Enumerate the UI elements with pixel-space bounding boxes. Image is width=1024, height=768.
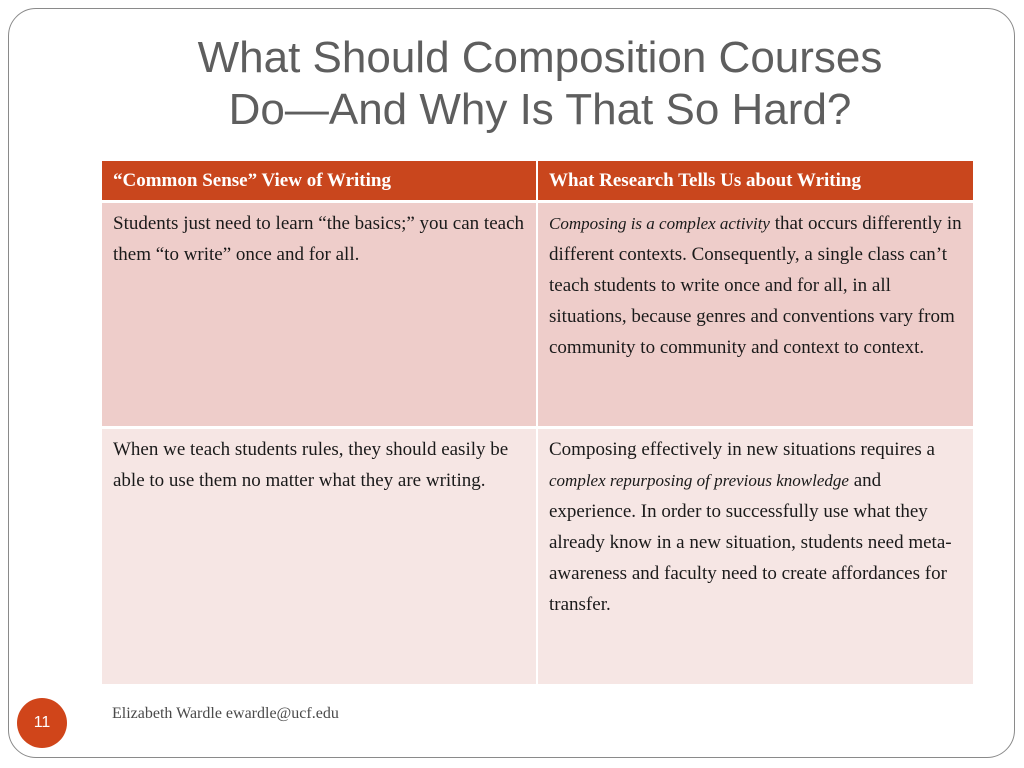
table-header-row [102, 161, 973, 202]
row1-research-cell [537, 202, 973, 428]
slide-footer: Elizabeth Wardle ewardle@ucf.edu [112, 705, 339, 722]
row2-research-text-start: Composing effectively in new situations requires a [549, 439, 935, 460]
row1-research-italic: Composing is a complex activity [549, 214, 770, 233]
header-common-sense: “Common Sense” View of Writing [102, 161, 537, 202]
slide-number-badge: 11 [17, 698, 67, 748]
slide-title-line-2: Do—And Why Is That So Hard? [228, 85, 852, 134]
row1-research-text: that occurs differently in different contexts. Consequently, a single class can’t teach students to write once and for all, in all situations, because genres and conventions vary from community to community and context to context. [549, 213, 962, 358]
table [102, 161, 973, 684]
table-row [102, 202, 973, 428]
slide-title-line-1: What Should Composition Courses [197, 33, 883, 82]
slide-title [100, 32, 980, 136]
row2-common-sense-cell: When we teach students rules, they should easily be able to use them no matter what they are writing. [102, 428, 537, 684]
row2-research-italic: complex repurposing of previous knowledge [549, 471, 849, 490]
row2-research-text-rest: and experience. In order to successfully use what they already know in a new situation, students need meta-awareness and faculty need to create affordances for transfer. [549, 470, 952, 615]
comparison-table [102, 161, 973, 684]
row2-research-cell [537, 428, 973, 684]
row1-common-sense-cell: Students just need to learn “the basics;” you can teach them “to write” once and for all. [102, 202, 537, 428]
header-research: What Research Tells Us about Writing [537, 161, 973, 202]
table-row [102, 428, 973, 684]
